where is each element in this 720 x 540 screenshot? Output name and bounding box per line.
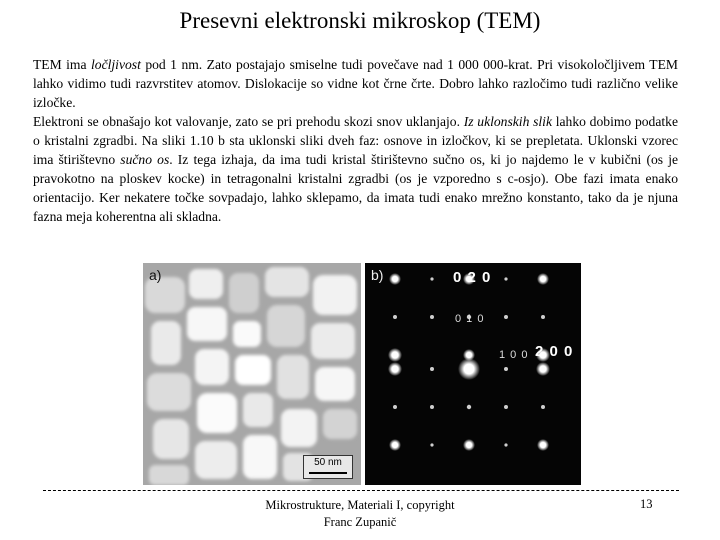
text-run: Elektroni se obnašajo kot valovanje, zato se pri prehodu skozi snov uklanjajo. — [33, 114, 464, 129]
body-text — [33, 55, 678, 226]
diffraction-pattern — [365, 263, 581, 485]
figure — [143, 263, 581, 485]
page-number: 13 — [640, 497, 653, 511]
paragraph-resolution — [33, 55, 678, 112]
panel-b-label: b) — [371, 267, 384, 283]
text-run: pod 1 nm. Zato postajajo smiselne tudi povečave nad 1 000 000-krat. Pri visokoločljivem TEM lahko vidimo tudi razvrstitev atomov. Dislokacije so vidne kot črne črte. Dobro lahko razločimo tudi različno velike izločke. — [33, 57, 678, 110]
index-label-010: 0 1 0 — [455, 313, 485, 325]
emphasis-term: ločljivost — [91, 57, 141, 72]
index-label-020: 0 2 0 — [453, 269, 492, 286]
index-label-200: 2 0 0 — [535, 343, 574, 360]
index-label-100: 1 0 0 — [499, 349, 529, 361]
text-run: . Iz tega izhaja, da ima tudi kristal štirištevno sučno os, ki jo najdemo le v kubični (os je pravokotno na ploskev kocke) in tetragonalni kristalni zgradbi (os je vzporedno s c-osjo). Obe fazi imata enako orientacijo. Ker nekatere točke sovpadajo, lahko sklepamo, da imata tudi enako mrežno konstanto, tako da je njuna fazna meja koherentna ali skladna. — [33, 152, 678, 224]
scale-bar-label: 50 nm — [314, 457, 342, 468]
text-run: TEM ima — [33, 57, 92, 72]
panel-a-label: a) — [149, 267, 162, 283]
footer-divider — [43, 490, 679, 491]
scale-bar — [303, 455, 353, 479]
paragraph-diffraction — [33, 112, 678, 226]
micrograph-image — [143, 263, 361, 485]
scale-bar-line — [309, 472, 347, 474]
footer-line-2: Franc Zupanič — [323, 515, 397, 529]
diffraction-image — [365, 263, 581, 485]
tem-micrograph — [143, 263, 361, 485]
text-run: lahko dobimo podatke o kristalni zgradbi. Na sliki 1.10 b sta uklonski sliki dveh faz: osnove in izločkov, ki se prepletata. Uklonski vzorec ima štirištevno — [33, 114, 678, 167]
emphasis-term: Iz uklonskih slik — [463, 114, 552, 129]
footer-line-1: Mikrostrukture, Materiali I, copyright — [265, 498, 455, 512]
footer-credit — [230, 497, 490, 531]
emphasis-term: sučno os — [120, 152, 170, 167]
slide-title: Presevni elektronski mikroskop (TEM) — [179, 8, 541, 33]
